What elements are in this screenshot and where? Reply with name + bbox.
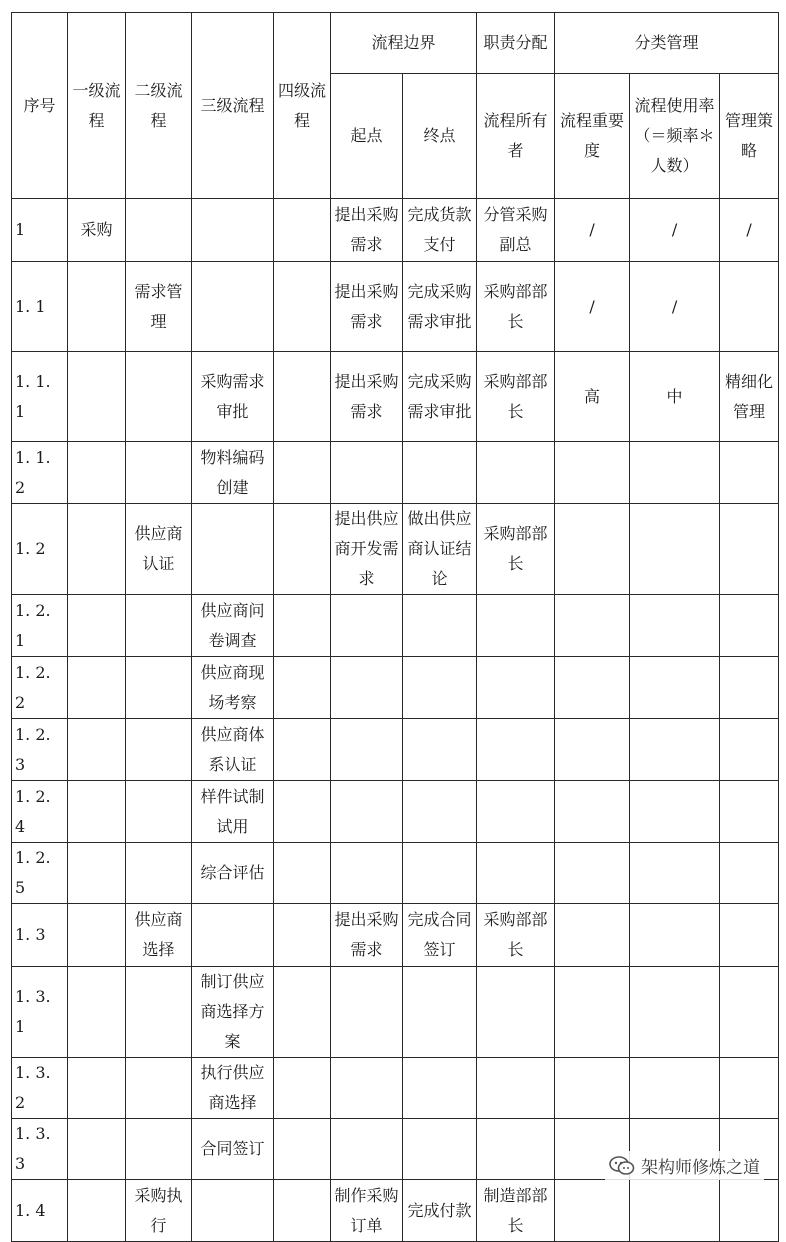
cell-start: 提出采购需求 xyxy=(331,199,403,262)
cell-level4 xyxy=(274,595,331,657)
cell-level3: 样件试制试用 xyxy=(192,781,274,843)
cell-level1 xyxy=(68,657,126,719)
header-seq: 序号 xyxy=(12,13,68,199)
cell-level4 xyxy=(274,967,331,1058)
cell-strategy: 精细化管理 xyxy=(720,352,779,442)
table-row xyxy=(12,262,779,352)
cell-level4 xyxy=(274,262,331,352)
header-category: 分类管理 xyxy=(555,13,779,74)
cell-start xyxy=(331,781,403,843)
cell-importance: / xyxy=(555,262,630,352)
cell-level1 xyxy=(68,967,126,1058)
table-row xyxy=(12,904,779,967)
table-row xyxy=(12,843,779,904)
cell-usage xyxy=(630,1180,720,1242)
cell-end: 完成合同签订 xyxy=(403,904,477,967)
cell-seq: 1. 3 xyxy=(12,904,68,967)
cell-strategy: / xyxy=(720,199,779,262)
cell-end xyxy=(403,781,477,843)
cell-strategy xyxy=(720,504,779,595)
cell-level2: 供应商认证 xyxy=(126,504,192,595)
cell-seq: 1. 2. 4 xyxy=(12,781,68,843)
cell-start xyxy=(331,595,403,657)
cell-level1 xyxy=(68,719,126,781)
cell-level1 xyxy=(68,262,126,352)
cell-end xyxy=(403,1058,477,1119)
cell-end: 完成采购需求审批 xyxy=(403,262,477,352)
cell-level1 xyxy=(68,504,126,595)
cell-strategy xyxy=(720,719,779,781)
cell-seq: 1. 2. 2 xyxy=(12,657,68,719)
cell-level4 xyxy=(274,657,331,719)
cell-seq: 1. 3. 1 xyxy=(12,967,68,1058)
cell-end xyxy=(403,719,477,781)
cell-importance xyxy=(555,442,630,504)
table-row xyxy=(12,1180,779,1242)
cell-start xyxy=(331,1058,403,1119)
cell-start: 提出采购需求 xyxy=(331,904,403,967)
watermark xyxy=(605,1151,764,1180)
cell-level1: 采购 xyxy=(68,199,126,262)
cell-level3: 供应商现场考察 xyxy=(192,657,274,719)
cell-usage xyxy=(630,781,720,843)
cell-start xyxy=(331,657,403,719)
cell-start xyxy=(331,719,403,781)
cell-level1 xyxy=(68,1180,126,1242)
cell-importance: 高 xyxy=(555,352,630,442)
cell-level4 xyxy=(274,781,331,843)
header-usage: 流程使用率（＝频率＊人数） xyxy=(630,74,720,199)
cell-level3 xyxy=(192,904,274,967)
cell-owner: 采购部部长 xyxy=(477,262,555,352)
cell-level3 xyxy=(192,262,274,352)
table-row xyxy=(12,442,779,504)
cell-strategy xyxy=(720,442,779,504)
cell-owner xyxy=(477,1119,555,1180)
cell-end xyxy=(403,595,477,657)
cell-owner: 采购部部长 xyxy=(477,904,555,967)
cell-usage: / xyxy=(630,262,720,352)
header-level1: 一级流程 xyxy=(68,13,126,199)
cell-level1 xyxy=(68,595,126,657)
cell-level2 xyxy=(126,1058,192,1119)
cell-importance xyxy=(555,657,630,719)
cell-seq: 1. 1 xyxy=(12,262,68,352)
cell-end xyxy=(403,442,477,504)
table-row xyxy=(12,967,779,1058)
cell-level2: 需求管理 xyxy=(126,262,192,352)
cell-owner: 分管采购副总 xyxy=(477,199,555,262)
table-row xyxy=(12,719,779,781)
cell-end xyxy=(403,657,477,719)
cell-level1 xyxy=(68,904,126,967)
header-level4: 四级流程 xyxy=(274,13,331,199)
cell-level1 xyxy=(68,352,126,442)
cell-owner xyxy=(477,442,555,504)
process-table xyxy=(11,12,779,1242)
cell-importance xyxy=(555,1180,630,1242)
cell-level2 xyxy=(126,595,192,657)
cell-level1 xyxy=(68,442,126,504)
cell-seq: 1. 1. 1 xyxy=(12,352,68,442)
cell-seq: 1. 1. 2 xyxy=(12,442,68,504)
cell-strategy xyxy=(720,262,779,352)
cell-level2 xyxy=(126,1119,192,1180)
cell-seq: 1. 4 xyxy=(12,1180,68,1242)
cell-importance xyxy=(555,504,630,595)
cell-strategy xyxy=(720,781,779,843)
cell-owner xyxy=(477,843,555,904)
cell-seq: 1 xyxy=(12,199,68,262)
cell-level4 xyxy=(274,1180,331,1242)
cell-usage xyxy=(630,595,720,657)
cell-seq: 1. 3. 3 xyxy=(12,1119,68,1180)
cell-strategy xyxy=(720,843,779,904)
cell-strategy xyxy=(720,904,779,967)
cell-strategy xyxy=(720,1058,779,1119)
cell-end: 做出供应商认证结论 xyxy=(403,504,477,595)
cell-usage xyxy=(630,442,720,504)
header-duty: 职责分配 xyxy=(477,13,555,74)
cell-owner xyxy=(477,781,555,843)
cell-end xyxy=(403,843,477,904)
table-row xyxy=(12,1058,779,1119)
cell-strategy xyxy=(720,1180,779,1242)
cell-level4 xyxy=(274,719,331,781)
cell-usage xyxy=(630,904,720,967)
cell-start: 提出供应商开发需求 xyxy=(331,504,403,595)
watermark-text: 架构师修炼之道 xyxy=(641,1158,760,1178)
header-level2: 二级流程 xyxy=(126,13,192,199)
table-row xyxy=(12,781,779,843)
cell-level4 xyxy=(274,352,331,442)
cell-level1 xyxy=(68,781,126,843)
header-end: 终点 xyxy=(403,74,477,199)
cell-end xyxy=(403,967,477,1058)
cell-level2: 供应商选择 xyxy=(126,904,192,967)
cell-level2 xyxy=(126,967,192,1058)
cell-start: 提出采购需求 xyxy=(331,352,403,442)
cell-seq: 1. 3. 2 xyxy=(12,1058,68,1119)
cell-owner xyxy=(477,595,555,657)
cell-end xyxy=(403,1119,477,1180)
cell-owner xyxy=(477,719,555,781)
table-row xyxy=(12,352,779,442)
cell-usage xyxy=(630,967,720,1058)
cell-start xyxy=(331,442,403,504)
cell-owner: 采购部部长 xyxy=(477,352,555,442)
cell-level3: 供应商体系认证 xyxy=(192,719,274,781)
cell-level3: 物料编码创建 xyxy=(192,442,274,504)
cell-level2 xyxy=(126,781,192,843)
cell-usage xyxy=(630,1058,720,1119)
header-importance: 流程重要度 xyxy=(555,74,630,199)
cell-usage xyxy=(630,719,720,781)
cell-strategy xyxy=(720,657,779,719)
cell-level2 xyxy=(126,657,192,719)
cell-level2 xyxy=(126,199,192,262)
cell-owner xyxy=(477,1058,555,1119)
cell-importance xyxy=(555,967,630,1058)
table-row xyxy=(12,657,779,719)
header-boundary: 流程边界 xyxy=(331,13,477,74)
cell-level4 xyxy=(274,1058,331,1119)
cell-start xyxy=(331,843,403,904)
cell-seq: 1. 2. 5 xyxy=(12,843,68,904)
cell-level3 xyxy=(192,1180,274,1242)
cell-importance xyxy=(555,781,630,843)
cell-level1 xyxy=(68,1119,126,1180)
cell-level4 xyxy=(274,199,331,262)
cell-level3: 制订供应商选择方案 xyxy=(192,967,274,1058)
cell-level2: 采购执行 xyxy=(126,1180,192,1242)
cell-importance xyxy=(555,595,630,657)
cell-usage: 中 xyxy=(630,352,720,442)
cell-end: 完成采购需求审批 xyxy=(403,352,477,442)
cell-owner xyxy=(477,967,555,1058)
table-row xyxy=(12,199,779,262)
cell-importance xyxy=(555,719,630,781)
cell-level2 xyxy=(126,352,192,442)
cell-start xyxy=(331,1119,403,1180)
cell-level3 xyxy=(192,504,274,595)
cell-level2 xyxy=(126,719,192,781)
cell-level3 xyxy=(192,199,274,262)
cell-usage: / xyxy=(630,199,720,262)
cell-level4 xyxy=(274,442,331,504)
cell-level2 xyxy=(126,442,192,504)
cell-strategy xyxy=(720,595,779,657)
cell-end: 完成货款支付 xyxy=(403,199,477,262)
cell-level2 xyxy=(126,843,192,904)
cell-importance xyxy=(555,904,630,967)
header-owner: 流程所有者 xyxy=(477,74,555,199)
cell-level4 xyxy=(274,904,331,967)
cell-level4 xyxy=(274,1119,331,1180)
cell-level1 xyxy=(68,1058,126,1119)
cell-seq: 1. 2 xyxy=(12,504,68,595)
cell-end: 完成付款 xyxy=(403,1180,477,1242)
cell-level1 xyxy=(68,843,126,904)
cell-level3: 执行供应商选择 xyxy=(192,1058,274,1119)
cell-importance: / xyxy=(555,199,630,262)
cell-level3: 供应商问卷调查 xyxy=(192,595,274,657)
table-row xyxy=(12,504,779,595)
header-start: 起点 xyxy=(331,74,403,199)
cell-start: 制作采购订单 xyxy=(331,1180,403,1242)
cell-strategy xyxy=(720,967,779,1058)
cell-usage xyxy=(630,657,720,719)
cell-level4 xyxy=(274,843,331,904)
header-level3: 三级流程 xyxy=(192,13,274,199)
cell-level3: 采购需求审批 xyxy=(192,352,274,442)
cell-usage xyxy=(630,504,720,595)
cell-level3: 合同签订 xyxy=(192,1119,274,1180)
table-row xyxy=(12,595,779,657)
cell-importance xyxy=(555,1058,630,1119)
cell-level3: 综合评估 xyxy=(192,843,274,904)
cell-importance xyxy=(555,843,630,904)
cell-seq: 1. 2. 1 xyxy=(12,595,68,657)
cell-start: 提出采购需求 xyxy=(331,262,403,352)
table-body xyxy=(12,199,779,1242)
header-strategy: 管理策略 xyxy=(720,74,779,199)
cell-owner: 制造部部长 xyxy=(477,1180,555,1242)
cell-level4 xyxy=(274,504,331,595)
cell-usage xyxy=(630,843,720,904)
cell-owner xyxy=(477,657,555,719)
cell-seq: 1. 2. 3 xyxy=(12,719,68,781)
cell-start xyxy=(331,967,403,1058)
cell-owner: 采购部部长 xyxy=(477,504,555,595)
wechat-icon xyxy=(609,1156,635,1176)
